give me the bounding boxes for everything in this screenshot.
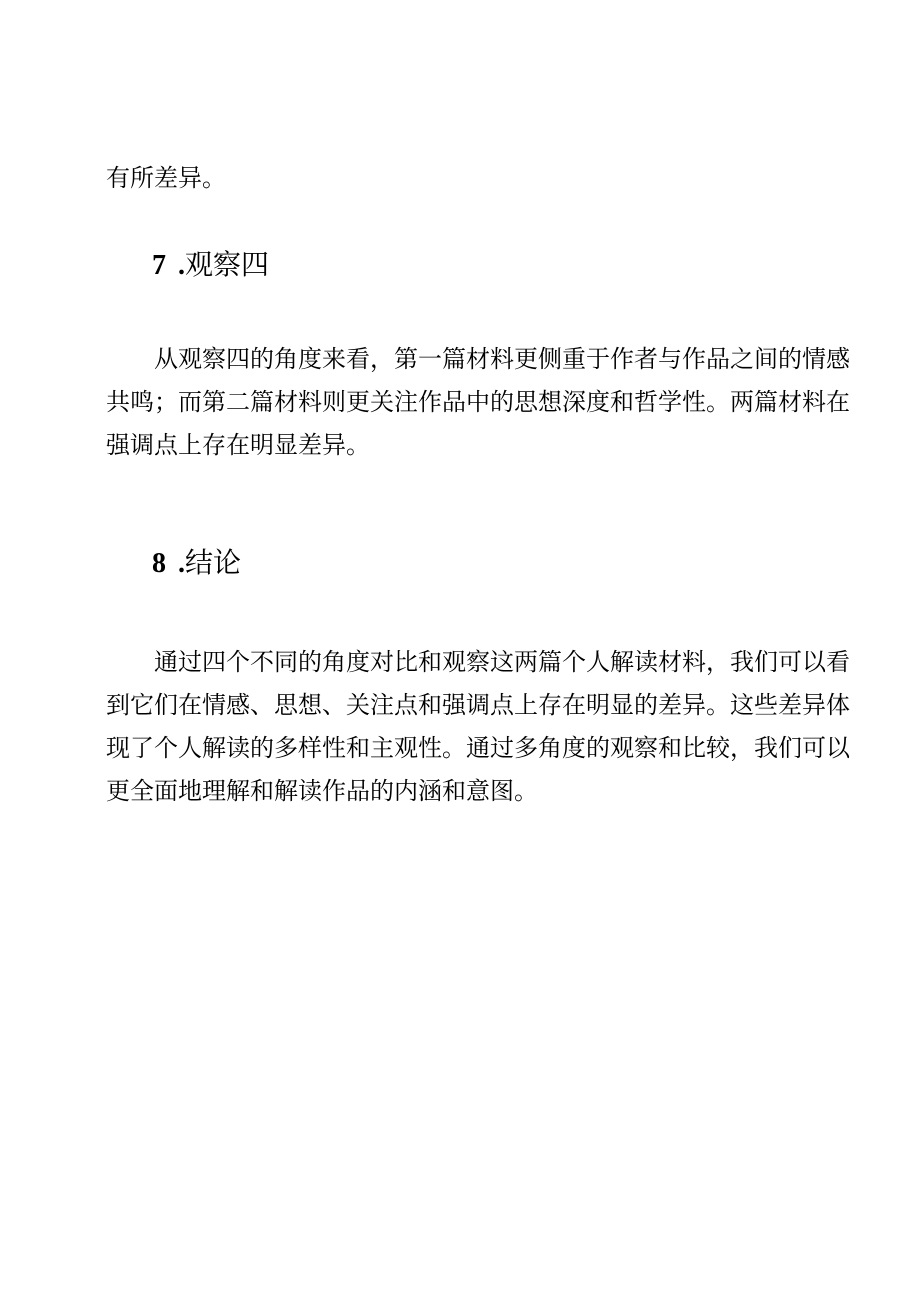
paragraph-line: 共鸣；而第二篇材料则更关注作品中的思想深度和哲学性。两篇材料在 (106, 388, 850, 416)
section-title: 结论 (185, 546, 242, 579)
paragraph-line: 从观察四的角度来看，第一篇材料更侧重于作者与作品之间的情感 (154, 345, 850, 373)
section-8-paragraph (106, 641, 850, 813)
paragraph-line: 通过四个不同的角度对比和观察这两篇个人解读材料，我们可以看 (154, 648, 850, 676)
carryover-paragraph (106, 157, 826, 200)
section-number: 8 (152, 548, 166, 579)
section-7-paragraph (106, 338, 850, 467)
section-title: 观察四 (185, 248, 270, 281)
section-dot: . (178, 548, 185, 579)
paragraph-line: 更全面地理解和解读作品的内涵和意图。 (106, 777, 538, 805)
paragraph-line: 有所差异。 (106, 164, 226, 192)
paragraph-line: 现了个人解读的多样性和主观性。通过多角度的观察和比较，我们可以 (106, 734, 850, 762)
paragraph-line: 强调点上存在明显差异。 (106, 431, 370, 459)
section-heading-7 (152, 248, 269, 283)
paragraph-line: 到它们在情感、思想、关注点和强调点上存在明显的差异。这些差异体 (106, 691, 850, 719)
section-dot: . (178, 250, 185, 281)
section-number: 7 (152, 250, 166, 281)
section-heading-8 (152, 546, 241, 581)
